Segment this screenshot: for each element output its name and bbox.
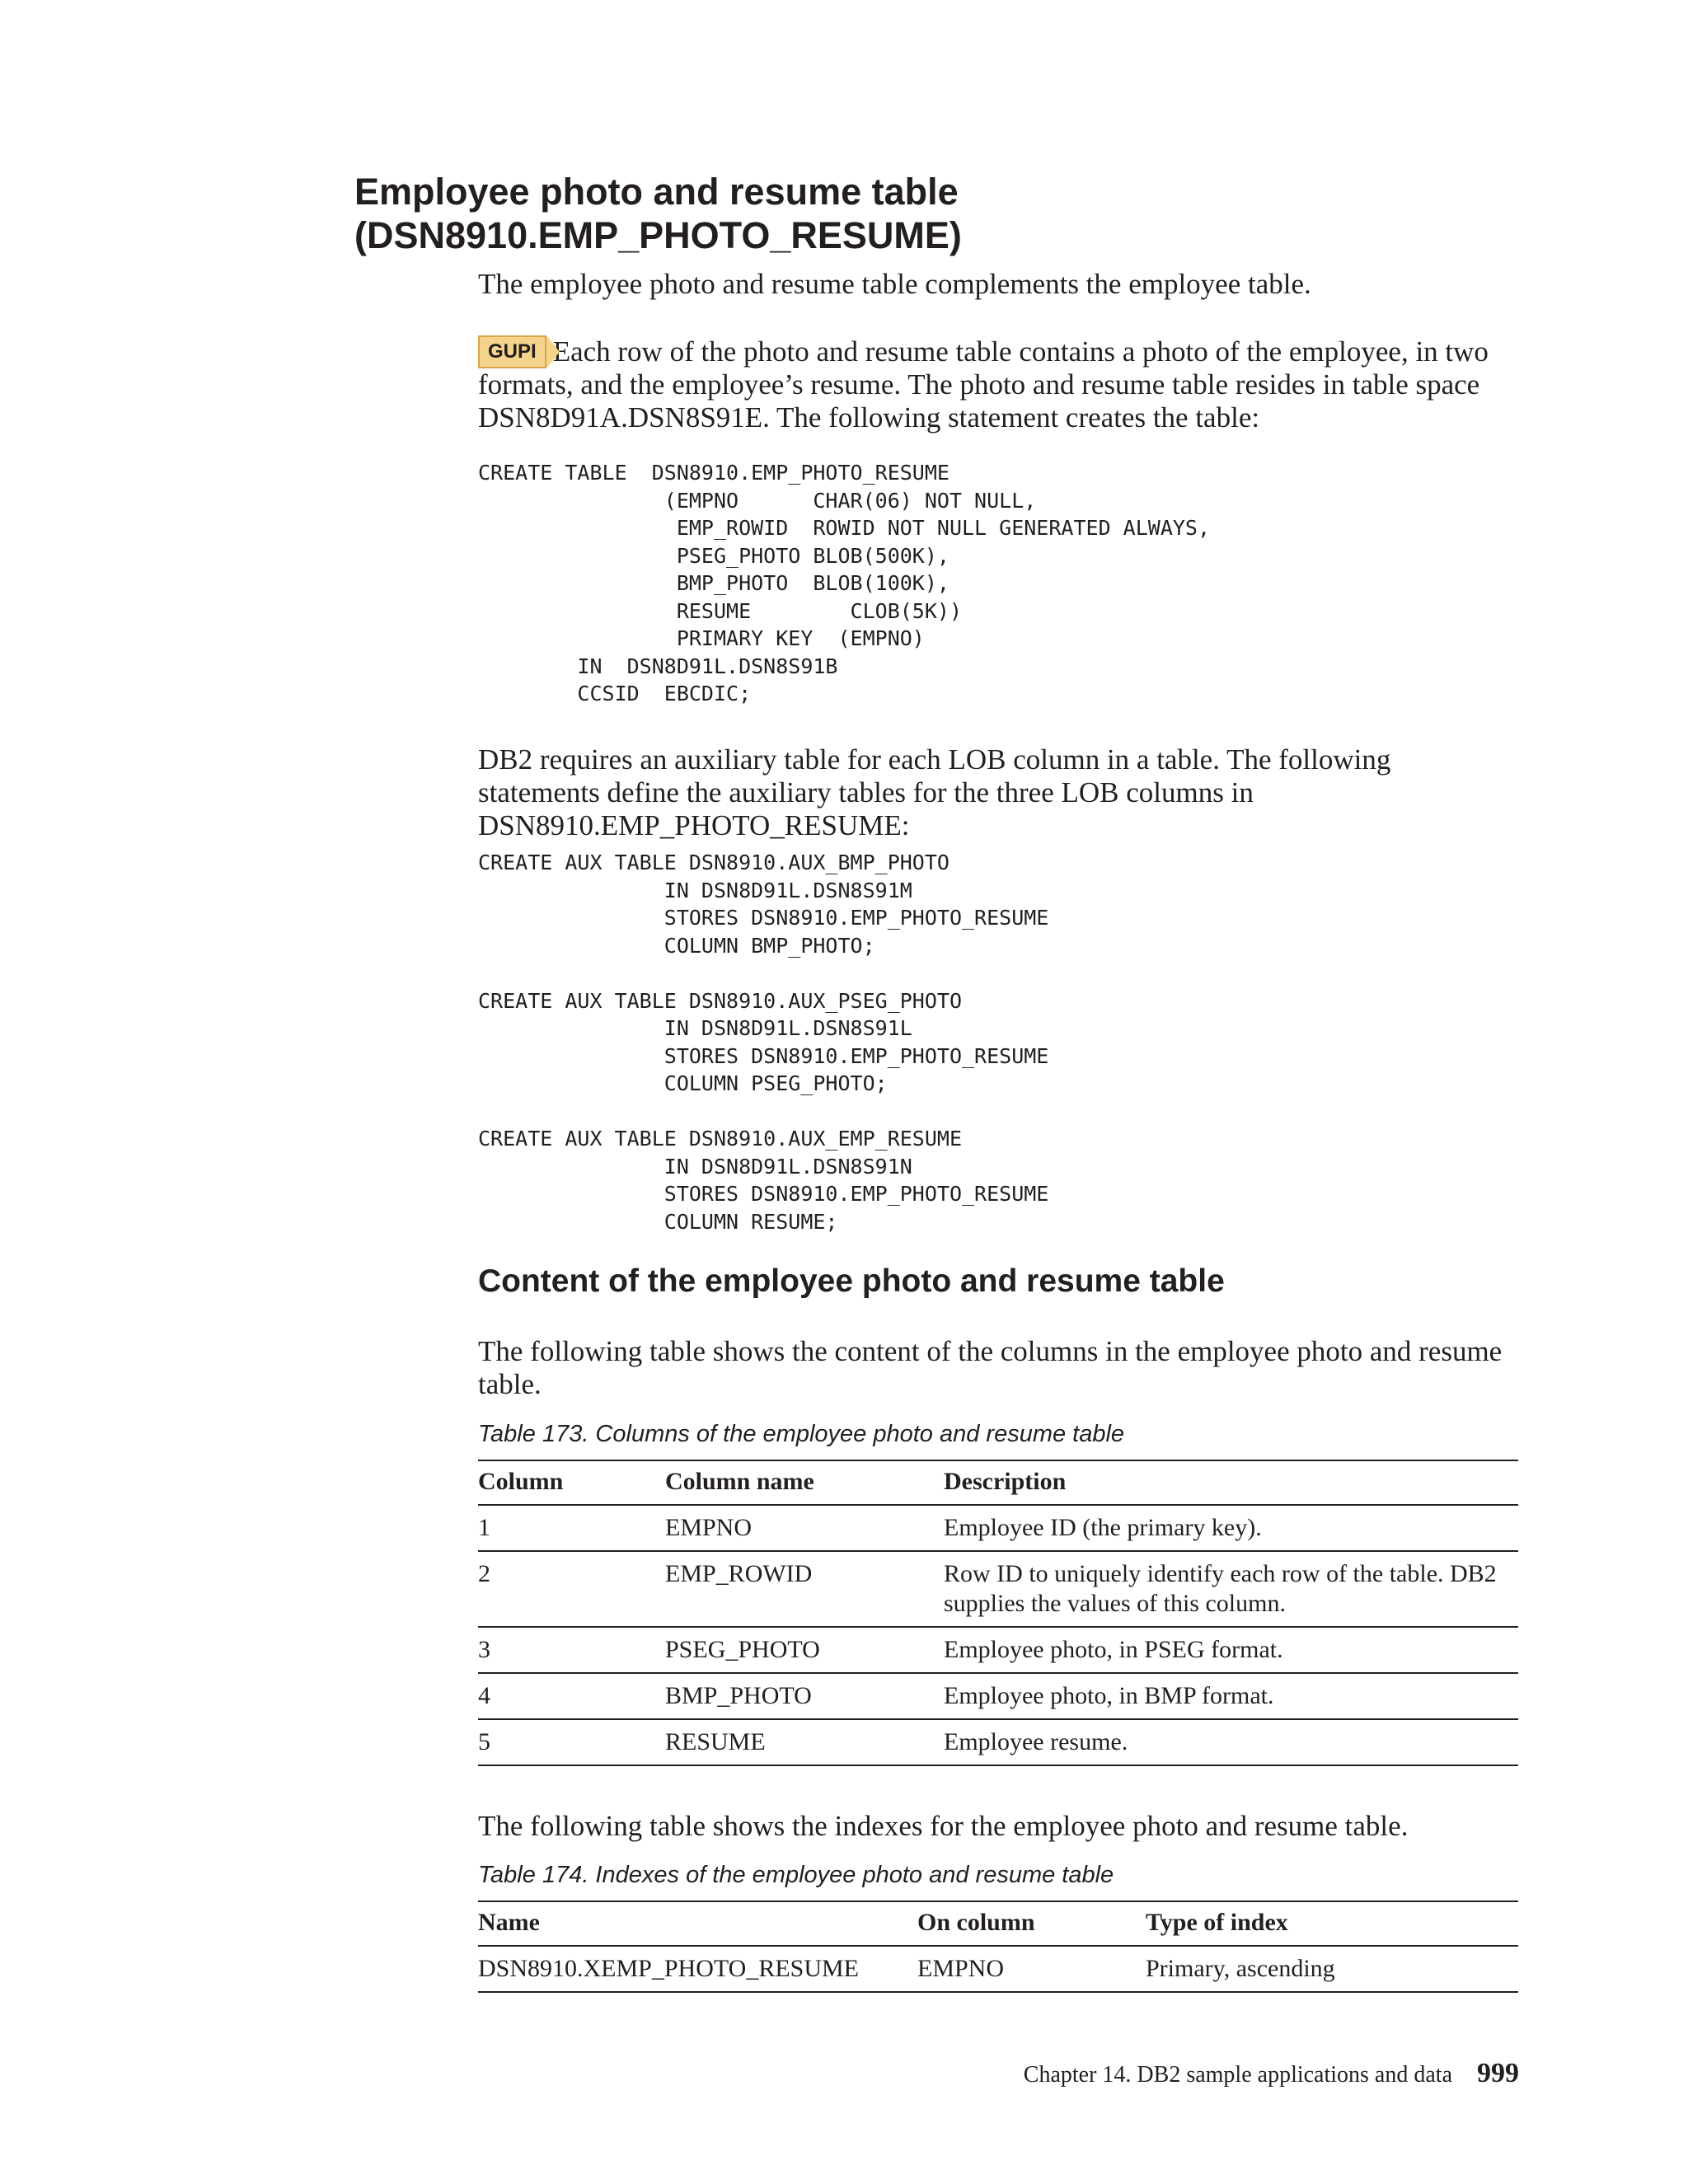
table-cell: EMP_ROWID [665, 1551, 944, 1627]
table-cell: Employee resume. [944, 1719, 1518, 1765]
table-cell: 2 [478, 1551, 665, 1627]
table-cell: BMP_PHOTO [665, 1673, 944, 1719]
table-cell: 4 [478, 1673, 665, 1719]
column-header-column: Column [478, 1460, 665, 1505]
table-row [478, 1719, 1518, 1765]
aux-tables-paragraph: DB2 requires an auxiliary table for each LOB column in a table. The following statements define the auxiliary tables for the three LOB columns in DSN8910.EMP_PHOTO_RESUME: [478, 743, 1391, 841]
create-aux-table-code: CREATE AUX TABLE DSN8910.AUX_BMP_PHOTO IN DSN8D91L.DSN8S91M STORES DSN8910.EMP_PHOTO_RESUME COLUMN BMP_PHOTO; CREATE AUX TABLE DSN8910.AUX_PSEG_PHOTO IN DSN8D91L.DSN8S91L STORES DSN8910.EMP_PHOTO_RESUME COLUMN PSEG_PHOTO; CREATE AUX TABLE DSN8910.AUX_EMP_RESUME IN DSN8D91L.DSN8S91N STORES DSN8910.EMP_PHOTO_RESUME COLUMN RESUME; [478, 851, 1049, 1234]
table-cell: Employee ID (the primary key). [944, 1505, 1518, 1551]
table-174-block [478, 1861, 1517, 1993]
gupi-paragraph-text: Each row of the photo and resume table contains a photo of the employee, in two formats, and the employee’s resume. The photo and resume table resides in table space DSN8D91A.DSN8S91E. The following statement creates the table: [478, 335, 1489, 434]
table-cell: EMPNO [665, 1505, 944, 1551]
table-row [478, 1627, 1518, 1673]
table-row [478, 1505, 1518, 1551]
page-title-line-2: (DSN8910.EMP_PHOTO_RESUME) [354, 214, 962, 256]
table-173-block [478, 1420, 1517, 1766]
column-header-name: Name [478, 1901, 917, 1946]
gupi-paragraph [478, 335, 1517, 434]
table-cell: PSEG_PHOTO [665, 1627, 944, 1673]
table-173-caption: Table 173. Columns of the employee photo and resume table [478, 1421, 1125, 1447]
table-174-caption: Table 174. Indexes of the employee photo and resume table [478, 1862, 1114, 1888]
page-footer [1024, 2057, 1519, 2092]
indexes-intro-paragraph: The following table shows the indexes for the employee photo and resume table. [478, 1810, 1409, 1842]
column-header-on-column: On column [917, 1901, 1146, 1946]
create-table-code: CREATE TABLE DSN8910.EMP_PHOTO_RESUME (EMPNO CHAR(06) NOT NULL, EMP_ROWID ROWID NOT NULL GENERATED ALWAYS, PSEG_PHOTO BLOB(500K), BMP_PHOTO BLOB(100K), RESUME CLOB(5K)) PRIMARY KEY (EMPNO) IN DSN8D91L.DSN8S91B CCSID EBCDIC; [478, 461, 1211, 705]
table-header-row [478, 1460, 1518, 1505]
page-title-line-1: Employee photo and resume table [354, 171, 959, 213]
table-row [478, 1946, 1518, 1992]
table-cell: 3 [478, 1627, 665, 1673]
footer-chapter-title: Chapter 14. DB2 sample applications and data [1023, 2062, 1452, 2088]
column-header-type-of-index: Type of index [1146, 1901, 1518, 1946]
gupi-marker: GUPI [478, 335, 546, 368]
table-cell: Row ID to uniquely identify each row of the table. DB2 supplies the values of this column. [944, 1551, 1518, 1627]
table-cell: 5 [478, 1719, 665, 1765]
table-cell: Employee photo, in BMP format. [944, 1673, 1518, 1719]
table-cell: EMPNO [917, 1946, 1146, 1992]
indexes-table [478, 1900, 1518, 1993]
table-cell: Primary, ascending [1146, 1946, 1518, 1992]
page-title [354, 170, 1508, 257]
columns-table [478, 1460, 1518, 1766]
table-cell: Employee photo, in PSEG format. [944, 1627, 1518, 1673]
section-title: Content of the employee photo and resume table [478, 1263, 1225, 1299]
page-number: 999 [1477, 2058, 1519, 2088]
table-row [478, 1673, 1518, 1719]
table-row [478, 1551, 1518, 1627]
columns-intro-paragraph: The following table shows the content of the columns in the employee photo and resume table. [478, 1335, 1503, 1400]
column-header-column-name: Column name [665, 1460, 944, 1505]
table-cell: 1 [478, 1505, 665, 1551]
table-cell: RESUME [665, 1719, 944, 1765]
table-cell: DSN8910.XEMP_PHOTO_RESUME [478, 1946, 917, 1992]
column-header-description: Description [944, 1460, 1518, 1505]
table-header-row [478, 1901, 1518, 1946]
intro-paragraph: The employee photo and resume table complements the employee table. [478, 268, 1311, 300]
